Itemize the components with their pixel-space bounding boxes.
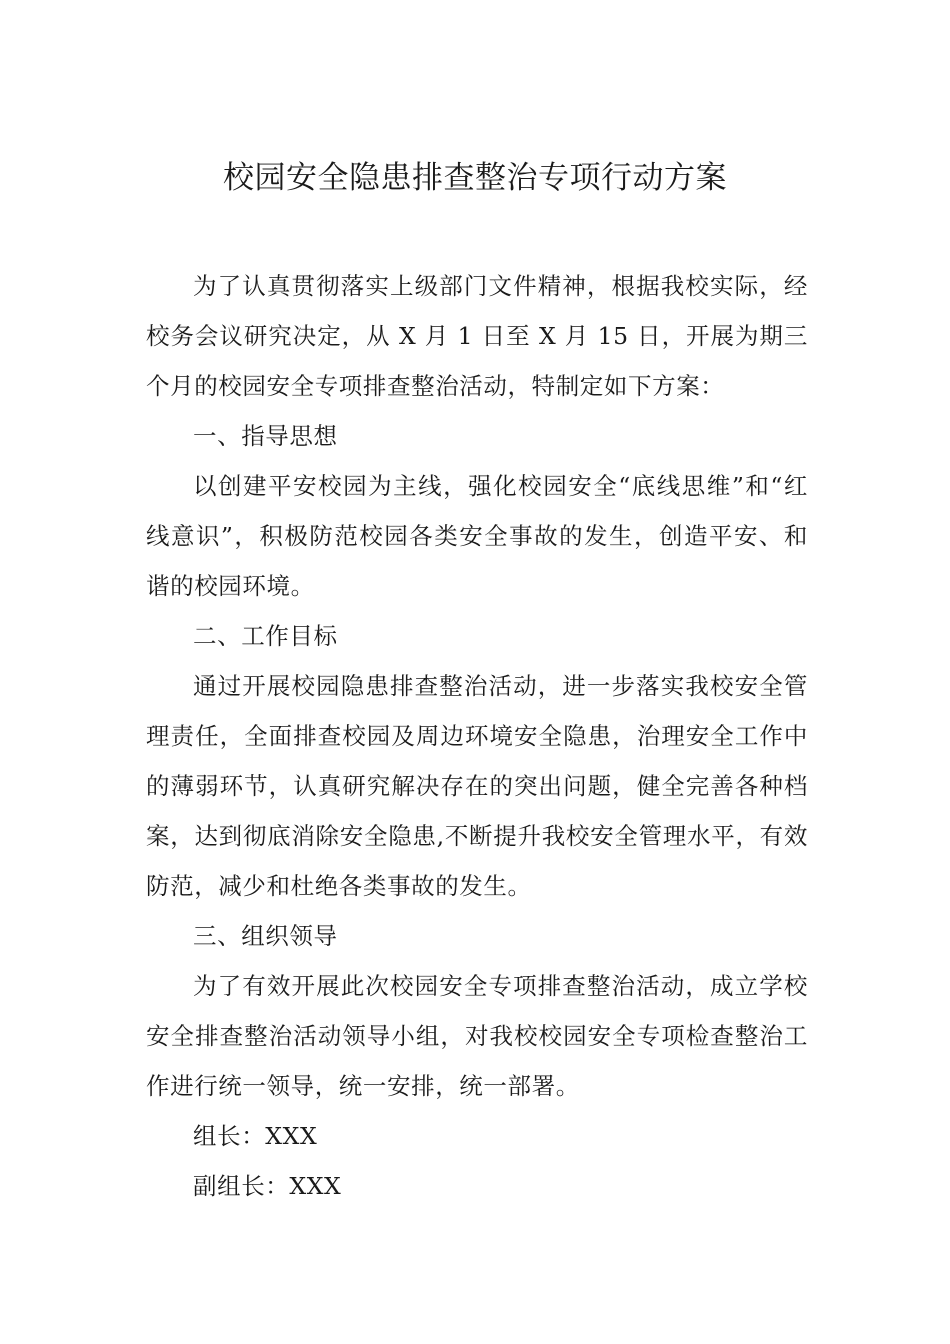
member-leader: 组长：XXX [193, 1122, 318, 1150]
section-heading-organization: 三、组织领导 [193, 922, 338, 950]
intro-paragraph: 为了认真贯彻落实上级部门文件精神，根据我校实际，经校务会议研究决定，从 X 月 1 日至 X 月 15 日，开展为期三个月的校园安全专项排查整治活动，特制定如下方案： [146, 272, 808, 400]
section-paragraph-guiding-ideology: 以创建平安校园为主线，强化校园安全“底线思维”和“红线意识”，积极防范校园各类安全事故的发生，创造平安、和谐的校园环境。 [146, 472, 808, 600]
section-heading-work-goals: 二、工作目标 [193, 622, 338, 650]
member-deputy-leader: 副组长：XXX [193, 1172, 342, 1200]
section-heading-guiding-ideology: 一、指导思想 [193, 422, 338, 450]
document-title: 校园安全隐患排查整治专项行动方案 [223, 160, 727, 196]
section-paragraph-work-goals: 通过开展校园隐患排查整治活动，进一步落实我校安全管理责任，全面排查校园及周边环境安全隐患，治理安全工作中的薄弱环节，认真研究解决存在的突出问题，健全完善各种档案，达到彻底消除安全隐患,不断提升我校安全管理水平，有效防范，减少和杜绝各类事故的发生。 [146, 672, 808, 900]
section-paragraph-organization: 为了有效开展此次校园安全专项排查整治活动，成立学校安全排查整治活动领导小组，对我校校园安全专项检查整治工作进行统一领导，统一安排，统一部署。 [146, 972, 808, 1100]
document-body [146, 261, 808, 1211]
